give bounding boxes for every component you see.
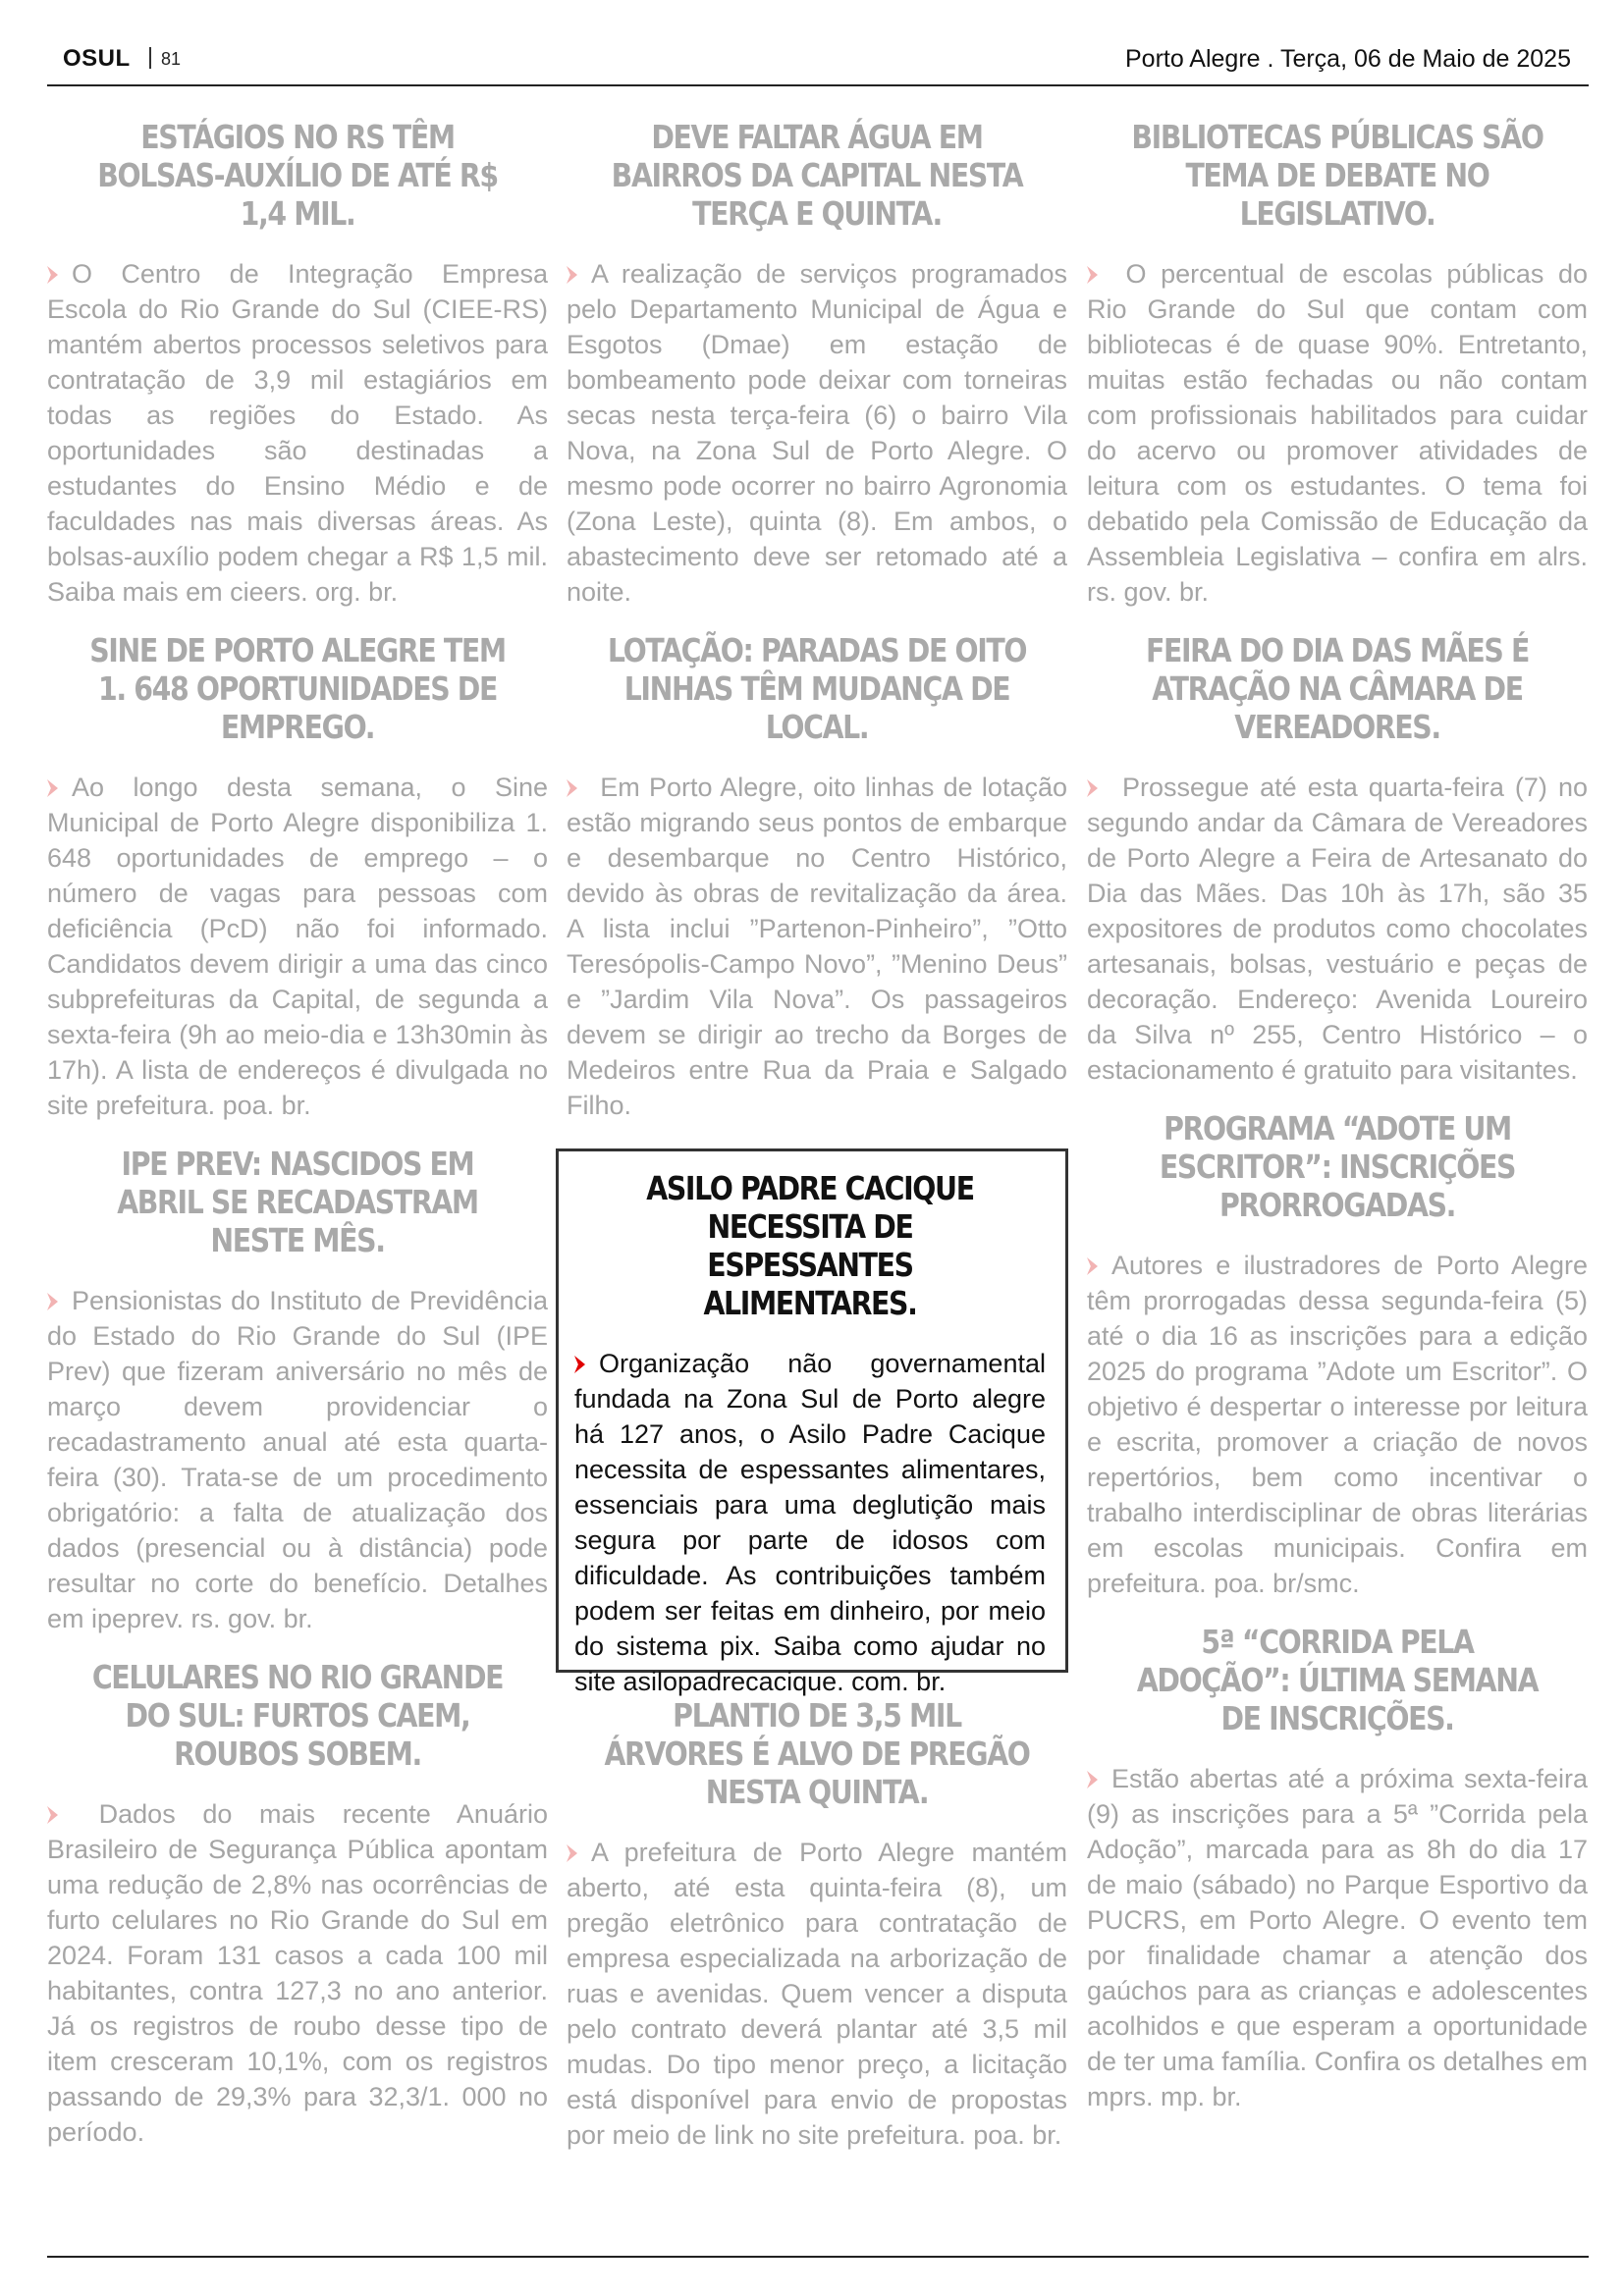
bullet-arrow-icon <box>567 779 577 797</box>
page-number: 81 <box>161 49 182 69</box>
bullet-arrow-icon <box>574 1356 585 1373</box>
article-headline: DEVE FALTAR ÁGUA EM BAIRROS DA CAPITAL NESTA TERÇA E QUINTA. <box>611 118 1023 233</box>
bullet-arrow-icon <box>47 1806 58 1824</box>
article <box>567 631 1067 1123</box>
brand-divider <box>149 47 151 69</box>
bullet-arrow-icon <box>1087 1257 1098 1275</box>
newspaper-brand: OSUL <box>63 45 131 72</box>
article <box>1087 631 1588 1088</box>
article-body: Pensionistas do Instituto de Previdência do Estado do Rio Grande do Sul (IPE Prev) que fizeram aniversário no mês de março devem providenciar o recadastramento anual até esta quarta-feira (30). Trata-se de um procedimento obrigatório: a falta de atualização dos dados (presencial ou à distância) pode resultar no corte do benefício. Detalhes em ipeprev. rs. gov. br. <box>47 1286 548 1633</box>
article-body: Estão abertas até a próxima sexta-feira (9) as inscrições para a 5ª ”Corrida pela Adoção”, marcada para as 8h do dia 17 de maio (sábado) no Parque Esportivo da PUCRS, em Porto Alegre. O evento tem por finalidade chamar a atenção dos gaúchos para as crianças e adolescentes acolhidos e que esperam a oportunidade de ter uma família. Confira os detalhes em mprs. mp. br. <box>1087 1764 1588 2111</box>
article-body: O Centro de Integração Empresa Escola do Rio Grande do Sul (CIEE-RS) mantém abertos processos seletivos para contratação de 3,9 mil estagiários em todas as regiões do Estado. As oportunidades são destinadas a estudantes do Ensino Médio e de faculdades nas mais diversas áreas. As bolsas-auxílio podem chegar a R$ 1,5 mil. Saiba mais em cieers. org. br. <box>47 259 548 607</box>
article-headline: PROGRAMA “ADOTE UM ESCRITOR”: INSCRIÇÕES PRORROGADAS. <box>1159 1109 1516 1224</box>
bullet-arrow-icon <box>567 266 577 284</box>
article <box>567 118 1067 610</box>
article <box>47 631 548 1123</box>
article <box>1087 1623 1588 2114</box>
bullet-arrow-icon <box>1087 1771 1098 1789</box>
article-headline: LOTAÇÃO: PARADAS DE OITO LINHAS TÊM MUDANÇA DE LOCAL. <box>607 631 1027 746</box>
article-body: Em Porto Alegre, oito linhas de lotação estão migrando seus pontos de embarque e desembarque no Centro Histórico, devido às obras de revitalização da área. A lista inclui ”Partenon-Pinheiro”, ”Otto Teresópolis-Campo Novo”, ”Menino Deus” e ”Jardim Vila Nova”. Os passageiros devem se dirigir ao trecho da Borges de Medeiros entre Rua da Praia e Salgado Filho. <box>567 773 1067 1120</box>
article-headline: 5ª “CORRIDA PELA ADOÇÃO”: ÚLTIMA SEMANA DE INSCRIÇÕES. <box>1136 1623 1539 1737</box>
article-body: A prefeitura de Porto Alegre mantém aberto, até esta quinta-feira (8), um pregão eletrônico para contratação de empresa especializada na arborização de ruas e avenidas. Quem vencer a disputa pelo contrato deverá plantar até 3,5 mil mudas. Do tipo menor preço, a licitação está disponível para envio de propostas por meio de link no site prefeitura. poa. br. <box>567 1838 1067 2150</box>
article <box>567 1696 1067 2153</box>
article <box>1087 1109 1588 1601</box>
footer-rule <box>47 2256 1589 2258</box>
dateline: Porto Alegre . Terça, 06 de Maio de 2025 <box>1124 45 1571 73</box>
article-body: Prossegue até esta quarta-feira (7) no segundo andar da Câmara de Vereadores de Porto Alegre a Feira de Artesanato do Dia das Mães. Das 10h às 17h, são 35 expositores de produtos como chocolates artesanais, bolsas, vestuário e peças de decoração. Endereço: Avenida Loureiro da Silva nº 255, Centro Histórico – o estacionamento é gratuito para visitantes. <box>1087 773 1588 1085</box>
bullet-arrow-icon <box>47 1293 58 1310</box>
bullet-arrow-icon <box>47 779 58 797</box>
column-center <box>567 110 1067 1145</box>
featured-headline: ASILO PADRE CACIQUE NECESSITA DE ESPESSANTES ALIMENTARES. <box>646 1169 974 1322</box>
article <box>47 1145 548 1636</box>
article <box>47 1658 548 2150</box>
article-body: O percentual de escolas públicas do Rio Grande do Sul que contam com bibliotecas é de quase 90%. Entretanto, muitas estão fechadas ou não contam com profissionais habilitados para cuidar do acervo ou promover atividades de leitura com os estudantes. O tema foi debatido pela Comissão de Educação da Assembleia Legislativa – confira em alrs. rs. gov. br. <box>1087 259 1588 607</box>
article-headline: CELULARES NO RIO GRANDE DO SUL: FURTOS CAEM, ROUBOS SOBEM. <box>91 1658 504 1773</box>
bullet-arrow-icon <box>567 1844 577 1862</box>
article-headline: ESTÁGIOS NO RS TÊM BOLSAS-AUXÍLIO DE ATÉ R$ 1,4 MIL. <box>97 118 498 233</box>
page-header <box>47 39 1589 86</box>
article <box>1087 118 1588 610</box>
column-left <box>47 110 548 2171</box>
column-center-bottom <box>567 1688 1067 2174</box>
column-right <box>1087 110 1588 2136</box>
article-body: A realização de serviços programados pelo Departamento Municipal de Água e Esgotos (Dmae) em estação de bombeamento pode deixar com torneiras secas nesta terça-feira (6) o bairro Vila Nova, na Zona Sul de Porto Alegre. O mesmo pode ocorrer no bairro Agronomia (Zona Leste), quinta (8). Em ambos, o abastecimento deve ser retomado até a noite. <box>567 259 1067 607</box>
article-body: Dados do mais recente Anuário Brasileiro de Segurança Pública apontam uma redução de 2,8% nas ocorrências de furto celulares no Rio Grande do Sul em 2024. Foram 131 casos a cada 100 mil habitantes, contra 127,3 no ano anterior. Já os registros de roubo desse tipo de item cresceram 10,1%, com os registros passando de 29,3% para 32,3/1. 000 no período. <box>47 1799 548 2147</box>
article-headline: PLANTIO DE 3,5 MIL ÁRVORES É ALVO DE PREGÃO NESTA QUINTA. <box>604 1696 1030 1811</box>
featured-article-box <box>556 1148 1068 1696</box>
article <box>47 118 548 610</box>
bullet-arrow-icon <box>1087 266 1098 284</box>
featured-body: Organização não governamental fundada na Zona Sul de Porto alegre há 127 anos, o Asilo Padre Cacique necessita de espessantes alimentares, essenciais para uma deglutição mais segura por parte de idosos com dificuldade. As contribuições também podem ser feitas em dinheiro, por meio do sistema pix. Saiba como ajudar no site asilopadrecacique. com. br. <box>574 1349 1046 1696</box>
article-body: Autores e ilustradores de Porto Alegre têm prorrogadas dessa segunda-feira (5) até o dia 16 as inscrições para a edição 2025 do programa ”Adote um Escritor”. O objetivo é despertar o interesse por leitura e escrita, promover a criação de novos repertórios, bem como incentivar o trabalho interdisciplinar de obras literárias em escolas municipais. Confira em prefeitura. poa. br/smc. <box>1087 1251 1588 1598</box>
article-headline: IPE PREV: NASCIDOS EM ABRIL SE RECADASTRAM NESTE MÊS. <box>117 1145 478 1259</box>
article-headline: BIBLIOTECAS PÚBLICAS SÃO TEMA DE DEBATE NO LEGISLATIVO. <box>1131 118 1543 233</box>
bullet-arrow-icon <box>47 266 58 284</box>
article-body: Ao longo desta semana, o Sine Municipal de Porto Alegre disponibiliza 1. 648 oportunidades de emprego – o número de vagas para pessoas com deficiência (PcD) não foi informado. Candidatos devem dirigir a uma das cinco subprefeituras da Capital, de segunda a sexta-feira (9h ao meio-dia e 13h30min às 17h). A lista de endereços é divulgada no site prefeitura. poa. br. <box>47 773 548 1120</box>
article-headline: SINE DE PORTO ALEGRE TEM 1. 648 OPORTUNIDADES DE EMPREGO. <box>89 631 506 746</box>
bullet-arrow-icon <box>1087 779 1098 797</box>
article-headline: FEIRA DO DIA DAS MÃES É ATRAÇÃO NA CÂMARA DE VEREADORES. <box>1145 631 1530 746</box>
